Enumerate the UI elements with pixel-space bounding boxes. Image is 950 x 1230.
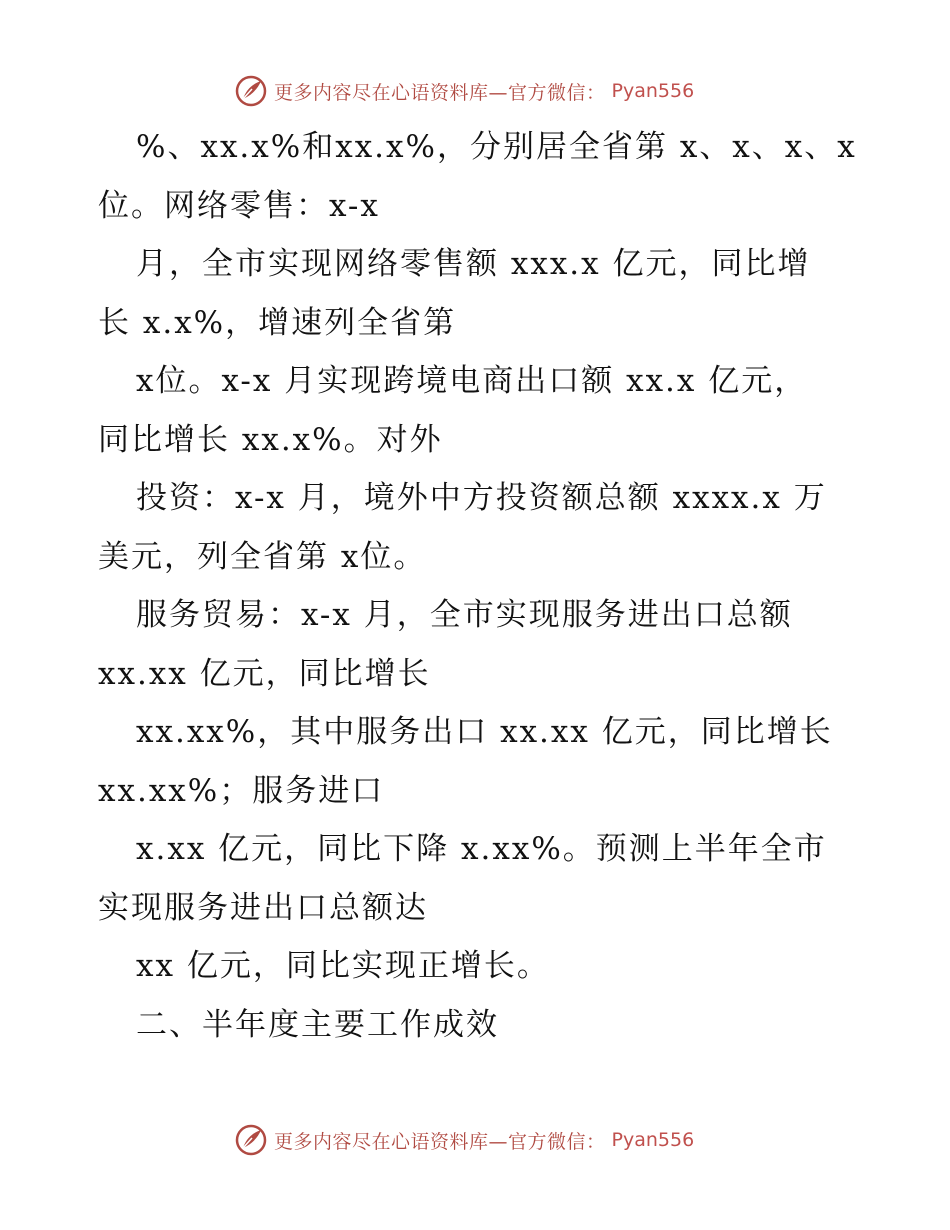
text-line: 实现服务进出口总额达 bbox=[98, 889, 428, 926]
watermark-wechat-id: Pyan556 bbox=[611, 1129, 695, 1151]
text-line: 位。网络零售：x-x bbox=[98, 187, 380, 224]
text-line: 服务贸易：x-x 月，全市实现服务进出口总额 bbox=[136, 597, 793, 633]
watermark-text: 更多内容尽在心语资料库—官方微信： bbox=[274, 81, 606, 104]
text-line: xx 亿元，同比实现正增长。 bbox=[136, 948, 550, 984]
watermark-wechat-id: Pyan556 bbox=[611, 80, 695, 102]
feather-pen-logo-icon bbox=[234, 74, 268, 108]
feather-pen-logo-icon bbox=[234, 1123, 268, 1157]
text-line: %、xx.x%和xx.x%，分别居全省第 x、x、x、x bbox=[136, 129, 857, 165]
text-line: 美元，列全省第 x位。 bbox=[98, 538, 427, 575]
text-line: x.xx 亿元，同比下降 x.xx%。预测上半年全市 bbox=[136, 831, 827, 867]
text-line: xx.xx%；服务进口 bbox=[98, 772, 385, 809]
text-line: 长 x.x%，增速列全省第 bbox=[98, 304, 457, 341]
text-line: 月，全市实现网络零售额 xxx.x 亿元，同比增 bbox=[136, 246, 811, 282]
text-line: 投资：x-x 月，境外中方投资额总额 xxxx.x 万 bbox=[136, 480, 827, 516]
text-line: 二、半年度主要工作成效 bbox=[136, 1006, 499, 1043]
text-line: x位。x-x 月实现跨境电商出口额 xx.x 亿元， bbox=[136, 363, 808, 399]
watermark-text: 更多内容尽在心语资料库—官方微信： bbox=[274, 1130, 606, 1153]
text-line: xx.xx%，其中服务出口 xx.xx 亿元，同比增长 bbox=[136, 714, 833, 750]
header-watermark bbox=[234, 73, 694, 109]
text-line: 同比增长 xx.x%。对外 bbox=[98, 421, 443, 458]
document-body bbox=[98, 118, 858, 1054]
text-line: xx.xx 亿元，同比增长 bbox=[98, 655, 431, 692]
footer-watermark bbox=[234, 1122, 694, 1158]
